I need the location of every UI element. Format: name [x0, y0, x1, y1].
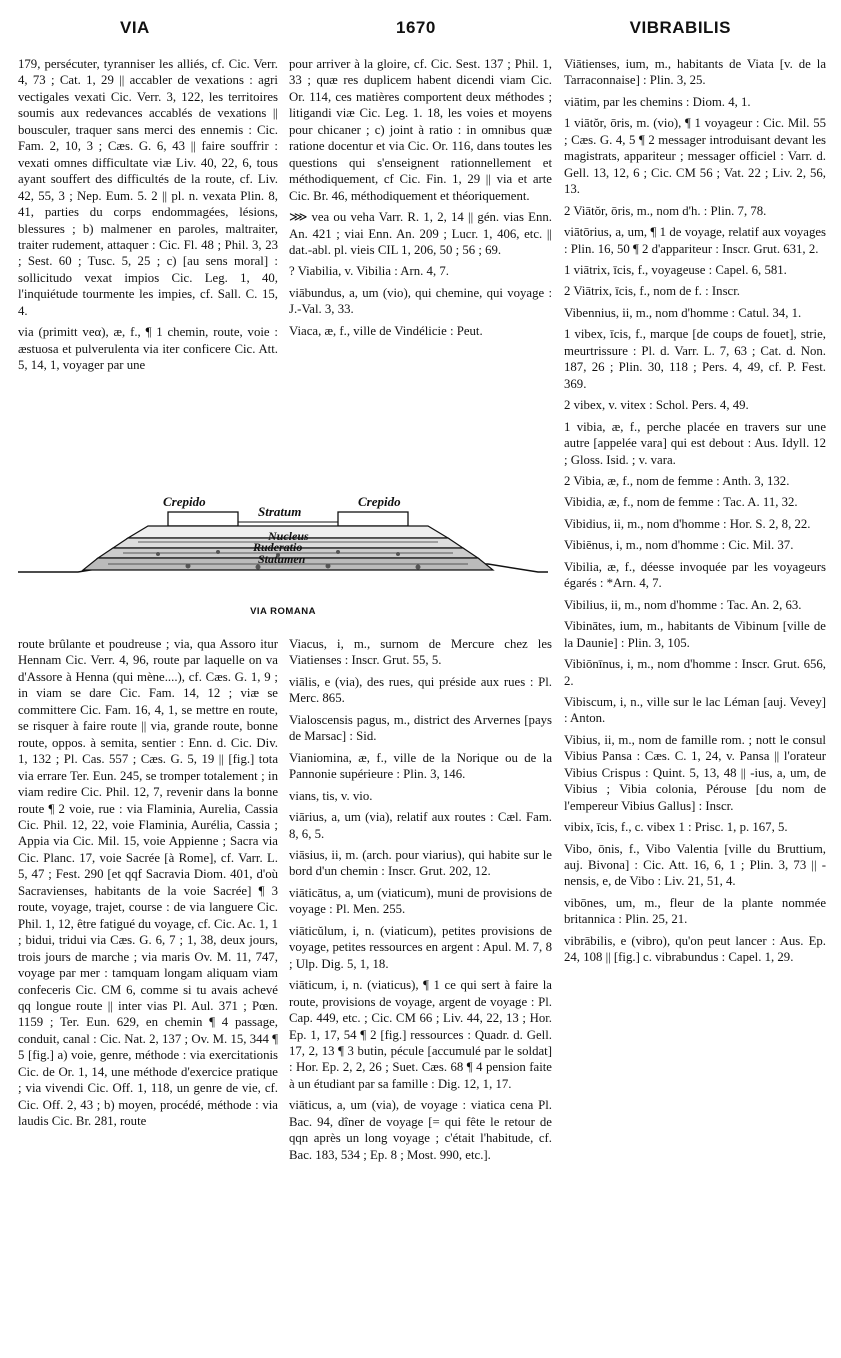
entry: Vibidius, ii, m., nom d'homme : Hor. S. 2, 8, 22. [564, 516, 811, 531]
entry: 1 viātrix, īcis, f., voyageuse : Capel. 6, 581. [564, 262, 787, 277]
entry: ? Viabilia, v. Vibilia : Arn. 4, 7. [289, 264, 449, 279]
entry: Vibius, ii, m., nom de famille rom. ; nott le consul Vibius Pansa : Cæs. C. 1, 24, v. Pansa || l'orateur Vibius Crispus : Quint. 5, 13, 48 || -ius, a, um, de Vibius ; Vibia colonia, Pérouse [du nom de l'empereur Vibius Gallus] : Inscr. [564, 732, 826, 813]
entry: viāticum, i, n. (viaticus), ¶ 1 ce qui sert à faire la route, provisions de voyage, argent de voyage : Pl. Cap. 449, etc. ; Cic. CM 66 ; Liv. 44, 22, 13 ; Hor. Ep. 1, 17, 54 ¶ 2 [fig.] ressources : Quadr. d. Gell. 17, 2, 13 ¶ 3 butin, pécule [accumulé par le soldat] : Hor. Ep. 2, 2, 26 ; Suet. Cæs. 68 ¶ 4 pension faite à un étudiant par sa famille : Dig. 12, 1, 17. [289, 978, 552, 1091]
entry: 2 Viātrix, īcis, f., nom de f. : Inscr. [564, 284, 740, 299]
entry: Vibinātes, ium, m., habitants de Vibinum [ville de la Daunie] : Plin. 3, 105. [564, 619, 826, 650]
entry: viārius, a, um (via), relatif aux routes : Cæl. Fam. 8, 6, 5. [289, 810, 552, 841]
entry: viāticus, a, um (via), de voyage : viatica cena Pl. Bac. 94, dîner de voyage [= qui fête le retour de qqn après un long voyage ; c'était l'habitude, cf. Bac. 183, 534 ; Ep. 8 ; Most. 990, etc.]. [289, 1098, 552, 1162]
entry: via (primitt veα), æ, f., ¶ 1 chemin, route, voie : æstuosa et pulverulenta via iter conficere Cic. Att. 5, 14, 1, voyager par une [18, 325, 278, 373]
entry: Viacus, i, m., surnom de Mercure chez les Viatienses : Inscr. Grut. 55, 5. [289, 637, 552, 668]
entry: Vibidia, æ, f., nom de femme : Tac. A. 11, 32. [564, 495, 798, 510]
entry: viātim, par les chemins : Diom. 4, 1. [564, 94, 751, 109]
entry: viātōrius, a, um, ¶ 1 de voyage, relatif aux voyages : Plin. 16, 50 ¶ 2 d'appariteur : Inscr. Grut. 631, 2. [564, 225, 826, 256]
entry: vibrābilis, e (vibro), qu'on peut lancer : Aus. Ep. 24, 108 || [fig.] c. vibrabundus : Capel. 1, 29. [564, 933, 826, 965]
label-nucleus: Nucleus [268, 529, 309, 543]
entry: Vialoscensis pagus, m., district des Arvernes [pays de Marsac] : Sid. [289, 712, 552, 744]
label-crepido-left: Crepido [163, 494, 206, 509]
header-left-word: VIA [120, 18, 150, 37]
entry: 1 vibia, æ, f., perche placée en travers sur une autre [appelée vara] qui est debout : Aus. Idyll. 12 ; Gloss. Isid. ; v. vara. [564, 419, 826, 467]
entry: 1 viātŏr, ōris, m. (vio), ¶ 1 voyageur : Cic. Mil. 55 ; Cæs. G. 4, 5 ¶ 2 messager introduisant devant les magistrats, appariteur ; messager officiel : Varr. d. Gell. 13, 12, 6 ; Cic. CM 56 ; Vat. 22 ; Liv. 2, 56, 13. [564, 116, 826, 197]
entry: viālis, e (via), des rues, qui préside aux rues : Pl. Merc. 865. [289, 674, 552, 706]
entry: pour arriver à la gloire, cf. Cic. Sest. 137 ; Phil. 1, 33 ; quæ res duplicem habent dicendi viam Cic. Or. 114, ces matières comportent deux méthodes ; litigandi viæ Cic. Leg. 1. 18, les voies et moyens pour chicaner ; c) joint à ratio : in omnibus quæ ratione docentur et via Cic. Or. 116, dans toutes les questions qui s'enseignent rationnellement et méthodiquement, cf Cic. Fin. 1, 29 || via et arte Cic. Br. 46, méthodiquement et théoriquement. [289, 57, 552, 203]
entry: Viaca, æ, f., ville de Vindélicie : Peut. [289, 323, 483, 338]
entry: viābundus, a, um (vio), qui chemine, qui voyage : J.-Val. 3, 33. [289, 285, 552, 317]
column-1-bottom [18, 636, 278, 1342]
column-3 [564, 56, 826, 1342]
figure-caption: VIA ROMANA [250, 606, 316, 617]
label-crepido-right: Crepido [358, 494, 401, 509]
entry: 2 Vibia, æ, f., nom de femme : Anth. 3, 132. [564, 473, 790, 488]
page-number: 1670 [396, 18, 436, 37]
entry: Vibennius, ii, m., nom d'homme : Catul. 34, 1. [564, 305, 802, 320]
column-2-top [289, 56, 552, 491]
entry: 179, persécuter, tyranniser les alliés, cf. Cic. Verr. 4, 73 ; Cat. 1, 29 || accabler de vexations : agri vectigales vexati Cic. Verr. 3, 122, les territoires soumis aux redevances accablés de vexations || bousculer, traquer sans merci des ennemis : Cic. Fam. 2, 10, 3 ; Cæs. G. 6, 43 || faire souffrir : vexati omnes difficultate viæ Liv. 40, 22, 6, tous ayant souffert des difficultés de la route, cf. Liv. 42, 55, 3 ; Nep. Eum. 5. 2 || pl. n. vexata Plin. 8, 41, parties du corps endommagées, lésions, blessures ; b) malmener en paroles, maltraiter, traiter rudement, attaquer : Cic. Fl. 48 ; Phil. 3, 23 ; Sest. 60 ; Tusc. 5, 25 ; c) [au sens moral] : sollicitudo vexat impios Cic. Leg. 1, 40, l'inquiétude tourmente les impies, cf. Sall. C. 15, 4. [18, 57, 278, 318]
entry: Vibiscum, i, n., ville sur le lac Léman [auj. Vevey] : Anton. [564, 694, 826, 726]
entry: viāticŭlum, i, n. (viaticum), petites provisions de voyage, petites ressources en argent : Apul. M. 7, 8 ; Ulp. Dig. 5, 1, 18. [289, 923, 552, 971]
entry: route brûlante et poudreuse ; via, qua Assoro itur Hennam Cic. Verr. 4, 96, route par laquelle on va d'Assore à Henna (qui mène....), cf. Cæs. G. 1, 9 ; in viam se dare Cic. Fam. 14, 12 ; viæ se committere Cic. Fam. 16, 4, 1, se mettre en route, se risquer à faire route || via, grande route, bonne route, oppos. à semita, sentier : Enn. d. Cic. Div. 1, 132 ; Pl. Cas. 557 ; Cæs. G. 5, 19 || [fig.] tota via errare Ter. Eun. 245, se tromper totalement ; in viam redire Cic. Phil. 12, 7, revenir dans la bonne route ¶ 2 voie, rue : via Flaminia, Aurelia, Cassia Cic. Phil. 12, 22, voie Flaminia, Aurélia, Cassia ; Appia via Cic. Mil. 15, voie Appienne ; Sacra via Cic. Planc. 17, voie Sacrée [à Rome], cf. Varr. L. 5, 47 ; Fest. 290 [et qqf Sacravia Diom. 401, d'où Sacravienses, habitants de la voie Sacrée] ¶ 3 route, voyage, trajet, course : de via languere Cic. Phil. 1, 12, être fatigué du voyage, cf. Cic. Ac. 1, 1 ; bidui, tridui via Cæs. G. 6, 7 ; 1, 38, deux jours, trois jours de marche ; via maris Ov. M. 11, 747, voyage par mer : tamquam longam aliquam viam confeceris Cic. CM 6, comme si tu avais achevé qq longue route || inter vias Pl. Aul. 371 ; Pœn. 1159 ; Ter. Eun. 629, en chemin ¶ 4 passage, conduit, canal : Cic. Nat. 2, 137 ; Ov. M. 15, 344 ¶ 5 [fig.] a) voie, genre, méthode : via exercitationis Cic. de Or. 1, 14, une méthode d'exercice pratique ; via vivendi Cic. Off. 1, 118, un genre de vie, cf. Cic. Off. 2, 43 ; b) moyen, procédé, méthode : via laudis Cic. Br. 281, route [18, 637, 278, 1129]
entry: Vianiomina, æ, f., ville de la Norique ou de la Pannonie supérieure : Plin. 3, 146. [289, 750, 552, 782]
entry: 2 vibex, v. vitex : Schol. Pers. 4, 49. [564, 398, 749, 413]
entry: Vibiēnus, i, m., nom d'homme : Cic. Mil. 37. [564, 538, 794, 553]
entry: viāsius, ii, m. (arch. pour viarius), qui habite sur le bord d'un chemin : Inscr. Grut. 202, 12. [289, 847, 552, 879]
column-2-bottom [289, 636, 552, 1342]
entry: viāticātus, a, um (viaticum), muni de provisions de voyage : Pl. Men. 255. [289, 885, 552, 917]
entry: 1 vibex, īcis, f., marque [de coups de fouet], strie, meurtrissure : Pl. d. Varr. L. 7, 63 ; Cat. d. Non. 187, 26 ; Plin. 30, 118 ; Pers. 4, 49, cf. P. Fest. 369. [564, 327, 826, 391]
entry: 2 Viātŏr, ōris, m., nom d'h. : Plin. 7, 78. [564, 203, 767, 218]
entry: vibix, īcis, f., c. vibex 1 : Prisc. 1, p. 167, 5. [564, 820, 788, 835]
label-statumen: Statumen [258, 552, 306, 566]
entry: ⋙ vea ou veha Varr. R. 1, 2, 14 || gén. vias Enn. An. 421 ; viai Enn. An. 209 ; Lucr. 1, 406, etc. || dat.-abl. pl. vieis CIL 1, 206, 50 ; 56 ; 69. [289, 210, 552, 257]
entry: Vibilius, ii, m., nom d'homme : Tac. An. 2, 63. [564, 597, 802, 612]
label-ruderatio: Ruderatio [253, 540, 303, 554]
entry: vibōnes, um, m., fleur de la plante nommée britannica : Plin. 25, 21. [564, 895, 826, 927]
header-right-word: VIBRABILIS [629, 18, 731, 37]
entry: Viātienses, ium, m., habitants de Viata [v. de la Tarraconnaise] : Plin. 3, 25. [564, 57, 826, 88]
entry: Vibo, ōnis, f., Vibo Valentia [ville du Bruttium, auj. Bivona] : Cic. Att. 16, 6, 1 ; Plin. 3, 73 || -nensis, e, de Vibo : Liv. 21, 51, 4. [564, 841, 826, 889]
entry: Vibilia, æ, f., déesse invoquée par les voyageurs égarés : *Arn. 4, 7. [564, 559, 826, 591]
entry: Vibiōnīnus, i, m., nom d'homme : Inscr. Grut. 656, 2. [564, 657, 826, 688]
label-stratum: Stratum [258, 504, 302, 519]
entry: vians, tis, v. vio. [289, 788, 373, 803]
page-header [18, 18, 823, 44]
column-1-top [18, 56, 278, 464]
